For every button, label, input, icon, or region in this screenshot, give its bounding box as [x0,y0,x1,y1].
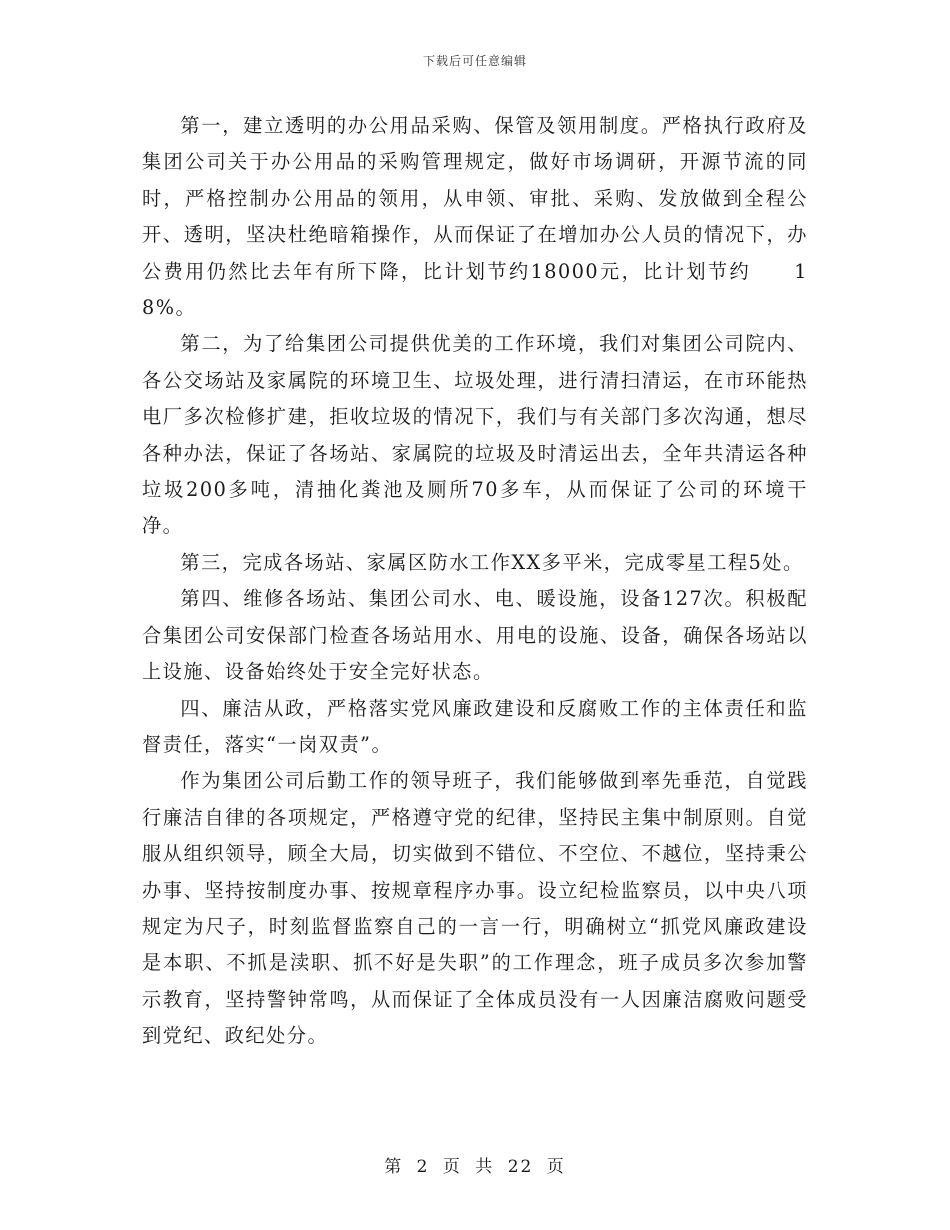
paragraph-4: 第四、维修各场站、集团公司水、电、暖设施，设备127次。积极配合集团公司安保部门检查各场站用水、用电的设施、设备，确保各场站以上设施、设备始终处于安全完好状态。 [142,587,808,684]
document-body [142,108,808,1055]
paragraph-3: 第三，完成各场站、家属区防水工作XX多平米，完成零星工程5处。 [180,550,804,574]
page-number-footer: 第 2 页 共 22 页 [384,1157,566,1177]
paragraph-1: 第一，建立透明的办公用品采购、保管及领用制度。严格执行政府及集团公司关于办公用品的采购管理规定，做好市场调研，开源节流的同时，严格控制办公用品的领用，从申领、审批、采购、发放做到全程公开、透明，坚决杜绝暗箱操作，从而保证了在增加办公人员的情况下，办公费用仍然比去年有所下降，比计划节约18000元，比计划节约 18%。 [142,114,808,320]
paragraph-2: 第二，为了给集团公司提供优美的工作环境，我们对集团公司院内、各公交场站及家属院的环境卫生、垃圾处理，进行清扫清运，在市环能热电厂多次检修扩建，拒收垃圾的情况下，我们与有关部门多次沟通，想尽各种办法，保证了各场站、家属院的垃圾及时清运出去，全年共清运各种垃圾200多吨，清抽化粪池及厕所70多车，从而保证了公司的环境干净。 [142,332,808,538]
paragraph-6: 作为集团公司后勤工作的领导班子，我们能够做到率先垂范，自觉践行廉洁自律的各项规定，严格遵守党的纪律，坚持民主集中制原则。自觉服从组织领导，顾全大局，切实做到不错位、不空位、不越位，坚持秉公办事、坚持按制度办事、按规章程序办事。设立纪检监察员，以中央八项规定为尺子，时刻监督监察自己的一言一行，明确树立“抓党风廉政建设是本职、不抓是渎职、抓不好是失职”的工作理念，班子成员多次参加警示教育，坚持警钟常鸣，从而保证了全体成员没有一人因廉洁腐败问题受到党纪、政纪处分。 [142,769,808,1048]
page-header: 下载后可任意编辑 [422,54,527,68]
paragraph-5-heading: 四、廉洁从政，严格落实党风廉政建设和反腐败工作的主体责任和监督责任，落实“一岗双责”。 [142,696,808,756]
